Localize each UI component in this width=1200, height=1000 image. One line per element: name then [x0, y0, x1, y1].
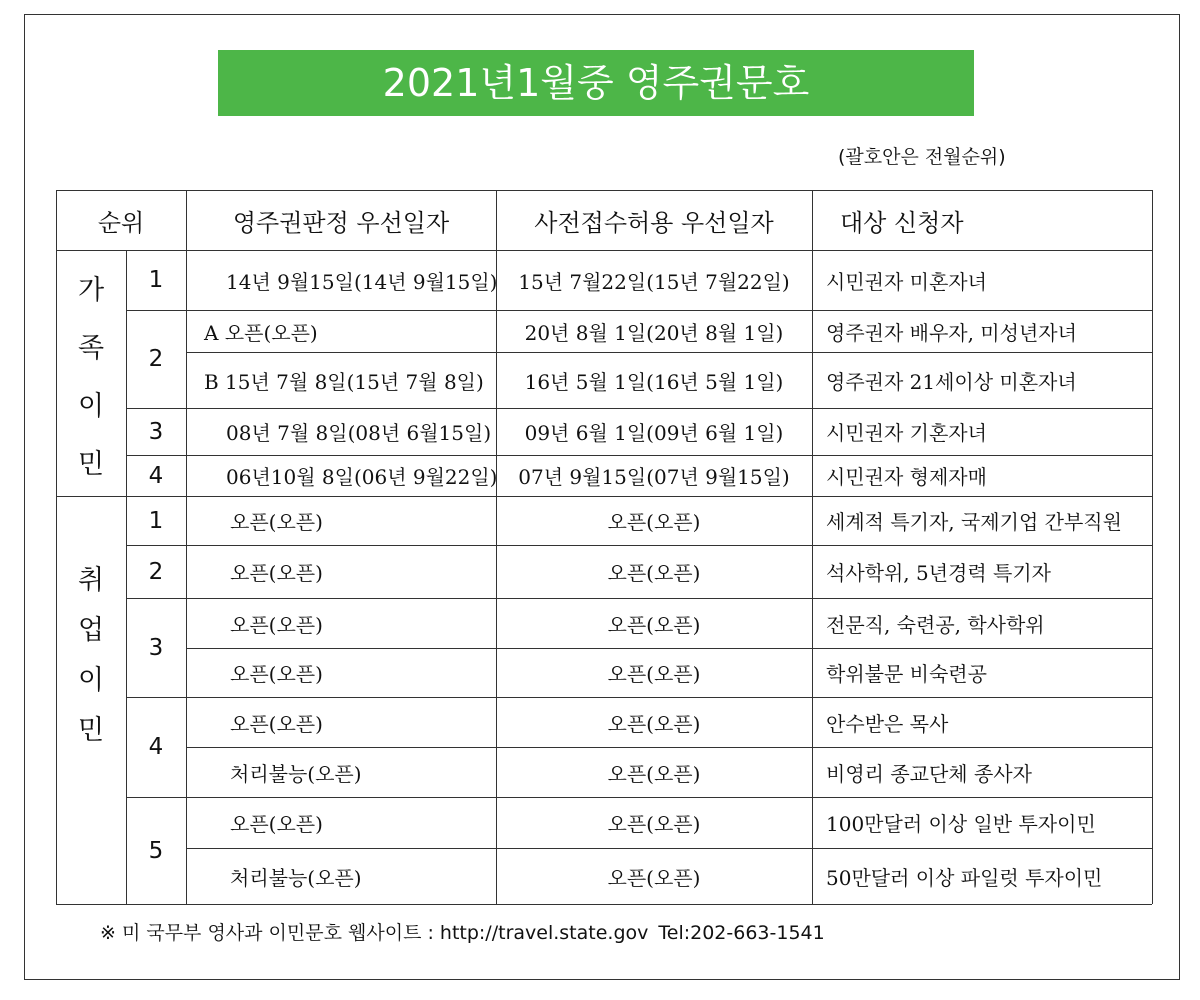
- table-cell-filing: 16년 5월 1일(16년 5월 1일): [524, 369, 784, 394]
- category-char: 족: [77, 332, 105, 364]
- rank-cell: 2: [148, 346, 164, 372]
- table-cell-priority: 처리불능(오픈): [230, 761, 362, 786]
- table-cell-filing: 오픈(오픈): [607, 561, 701, 585]
- table-cell-filing: 07년 9월15일(07년 9월15일): [518, 465, 790, 489]
- category-employment: [56, 552, 126, 752]
- table-cell-filing: 오픈(오픈): [607, 761, 701, 786]
- table-cell-applicant: 전문직, 숙련공, 학사학위: [826, 612, 1045, 637]
- table-cell-priority: B 15년 7월 8일(15년 7월 8일): [204, 369, 484, 394]
- category-char: 업: [77, 614, 105, 646]
- table-cell-priority: 14년 9월15일(14년 9월15일): [226, 269, 498, 294]
- category-char: 취: [77, 564, 105, 596]
- table-cell-filing: 오픈(오픈): [607, 612, 701, 637]
- table-cell-applicant: 영주권자 21세이상 미혼자녀: [826, 369, 1077, 394]
- footer-website: ※ 미 국무부 영사과 이민문호 웹사이트 : http://travel.state.gov: [100, 922, 649, 944]
- rank-cell: 4: [148, 462, 164, 489]
- header-priority-date: 영주권판정 우선일자: [232, 208, 450, 237]
- table-cell-filing: 오픈(오픈): [607, 510, 701, 534]
- header-rank: 순위: [97, 208, 145, 237]
- table-cell-applicant: 시민권자 기혼자녀: [826, 421, 987, 445]
- table-cell-priority: 08년 7월 8일(08년 6월15일): [226, 421, 492, 445]
- rank-cell: 3: [148, 418, 164, 445]
- table-cell-applicant: 100만달러 이상 일반 투자이민: [826, 812, 1096, 836]
- table-cell-filing: 오픈(오픈): [607, 662, 701, 686]
- table-cell-filing: 오픈(오픈): [607, 812, 701, 836]
- table-cell-applicant: 시민권자 형제자매: [826, 465, 987, 489]
- note: (괄호안은 전월순위): [838, 146, 1006, 168]
- table-cell-applicant: 영주권자 배우자, 미성년자녀: [826, 320, 1077, 345]
- table-cell-filing: 오픈(오픈): [607, 865, 701, 890]
- category-char: 이: [77, 664, 105, 696]
- table-cell-priority: 오픈(오픈): [230, 561, 323, 585]
- table-cell-filing: 20년 8월 1일(20년 8월 1일): [524, 320, 784, 345]
- rank-cell: 4: [148, 734, 164, 760]
- category-char: 이: [77, 390, 105, 422]
- header-applicant: 대상 신청자: [840, 208, 964, 237]
- rank-cell: 1: [148, 267, 164, 293]
- table-cell-priority: 처리불능(오픈): [230, 865, 362, 890]
- table-cell-applicant: 50만달러 이상 파일럿 투자이민: [826, 865, 1103, 890]
- table-cell-applicant: 학위불문 비숙련공: [826, 662, 987, 686]
- table-cell-priority: 오픈(오픈): [230, 510, 323, 534]
- table-cell-applicant: 안수받은 목사: [826, 711, 949, 736]
- table-cell-priority: 오픈(오픈): [230, 662, 323, 686]
- rank-cell: 2: [148, 558, 164, 585]
- footer-note: [100, 918, 835, 945]
- rank-cell: 3: [148, 634, 164, 661]
- table-cell-priority: 06년10월 8일(06년 9월22일): [226, 465, 498, 489]
- category-char: 가: [77, 274, 105, 306]
- header-filing-date: 사전접수허용 우선일자: [534, 208, 774, 237]
- category-char: 민: [77, 448, 105, 480]
- table-cell-priority: 오픈(오픈): [230, 711, 323, 736]
- table-cell-filing: 15년 7월22일(15년 7월22일): [518, 269, 790, 294]
- footer-tel: Tel:202-663-1541: [658, 922, 825, 944]
- table-cell-applicant: 석사학위, 5년경력 특기자: [826, 561, 1051, 585]
- table-cell-filing: 오픈(오픈): [607, 711, 701, 736]
- category-char: 민: [77, 714, 105, 746]
- table-cell-priority: 오픈(오픈): [230, 812, 323, 836]
- rank-cell: 5: [148, 837, 164, 864]
- table-cell-applicant: 시민권자 미혼자녀: [826, 269, 987, 294]
- rank-cell: 1: [148, 507, 164, 534]
- table-cell-applicant: 비영리 종교단체 종사자: [826, 761, 1032, 786]
- table-cell-priority: 오픈(오픈): [230, 612, 323, 637]
- page-title: 2021년1월중 영주권문호: [218, 50, 974, 116]
- category-family: [56, 258, 126, 490]
- table-cell-applicant: 세계적 특기자, 국제기업 간부직원: [826, 510, 1122, 534]
- table-cell-priority: A 오픈(오픈): [204, 320, 318, 345]
- table-cell-filing: 09년 6월 1일(09년 6월 1일): [524, 421, 784, 445]
